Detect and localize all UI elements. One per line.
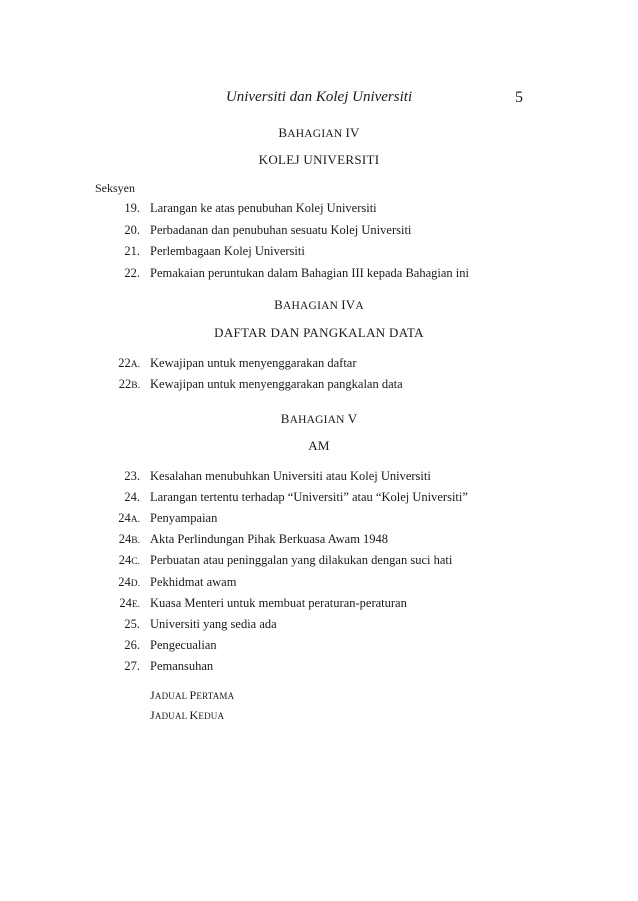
toc-entry (0, 511, 638, 527)
toc-entry (0, 490, 638, 506)
toc-entry (0, 266, 638, 282)
toc-entry (0, 638, 638, 654)
toc-entry (0, 575, 638, 591)
section-number: 24B. (118, 532, 140, 547)
section-title: Pengecualian (150, 637, 217, 652)
schedule-second: JADUAL KEDUA (150, 708, 225, 722)
schedule-first: JADUAL PERTAMA (150, 688, 235, 702)
toc-entry (0, 617, 638, 633)
section-title: Pemakaian peruntukan dalam Bahagian III kepada Bahagian ini (150, 266, 469, 281)
toc-entry (0, 659, 638, 675)
section-title: Perlembagaan Kolej Universiti (150, 244, 305, 259)
section-number: 19. (124, 201, 140, 215)
section-title: Akta Perlindungan Pihak Berkuasa Awam 1948 (150, 532, 389, 547)
section-title: Pekhidmat awam (150, 574, 237, 589)
section-title: Larangan ke atas penubuhan Kolej Universiti (150, 201, 377, 215)
part-title-iv: KOLEJ UNIVERSITI (258, 152, 380, 167)
part-title-v: AM (308, 438, 330, 453)
section-number: 20. (124, 222, 140, 237)
section-number: 26. (124, 637, 140, 652)
toc-entry (0, 596, 638, 612)
part-heading-iva: BAHAGIAN IVA (274, 297, 364, 312)
section-number: 27. (124, 658, 140, 673)
part-heading-iv: BAHAGIAN IV (278, 125, 360, 140)
section-title: Perbuatan atau peninggalan yang dilakukan dengan suci hati (150, 553, 453, 568)
part-heading-v: BAHAGIAN V (280, 411, 358, 426)
section-title: Kewajipan untuk menyenggarakan daftar (150, 356, 357, 370)
section-number: 24C. (118, 553, 140, 568)
section-number: 22. (124, 266, 140, 281)
section-title: Kuasa Menteri untuk membuat peraturan-peraturan (150, 595, 407, 610)
running-title: Universiti dan Kolej Universiti (225, 89, 413, 105)
toc-entry (0, 244, 638, 260)
section-number: 24D. (118, 574, 140, 589)
toc-entry (0, 377, 638, 393)
toc-entry (0, 356, 638, 372)
page-number: 5 (515, 89, 523, 106)
toc-entry (0, 553, 638, 569)
section-title: Kesalahan menubuhkan Universiti atau Kolej Universiti (150, 469, 431, 483)
section-number: 22A. (118, 356, 140, 370)
section-number: 24E. (119, 595, 140, 610)
section-number: 25. (124, 616, 140, 631)
section-title: Penyampaian (150, 511, 218, 526)
toc-entry (0, 469, 638, 485)
section-number: 24. (124, 490, 140, 505)
toc-entry (0, 201, 638, 217)
section-title: Larangan tertentu terhadap “Universiti” atau “Kolej Universiti” (150, 490, 468, 505)
section-title: Pemansuhan (150, 658, 214, 673)
section-number: 24A. (118, 511, 140, 526)
toc-entry (0, 532, 638, 548)
toc-entry (0, 223, 638, 239)
section-title: Universiti yang sedia ada (150, 616, 277, 631)
section-column-label: Seksyen (95, 181, 135, 195)
section-number: 21. (124, 244, 140, 259)
section-title: Perbadanan dan penubuhan sesuatu Kolej Universiti (150, 222, 412, 237)
section-title: Kewajipan untuk menyenggarakan pangkalan data (150, 377, 403, 391)
section-number: 23. (124, 469, 140, 483)
part-title-iva: DAFTAR DAN PANGKALAN DATA (214, 325, 424, 340)
section-number: 22B. (118, 377, 140, 391)
